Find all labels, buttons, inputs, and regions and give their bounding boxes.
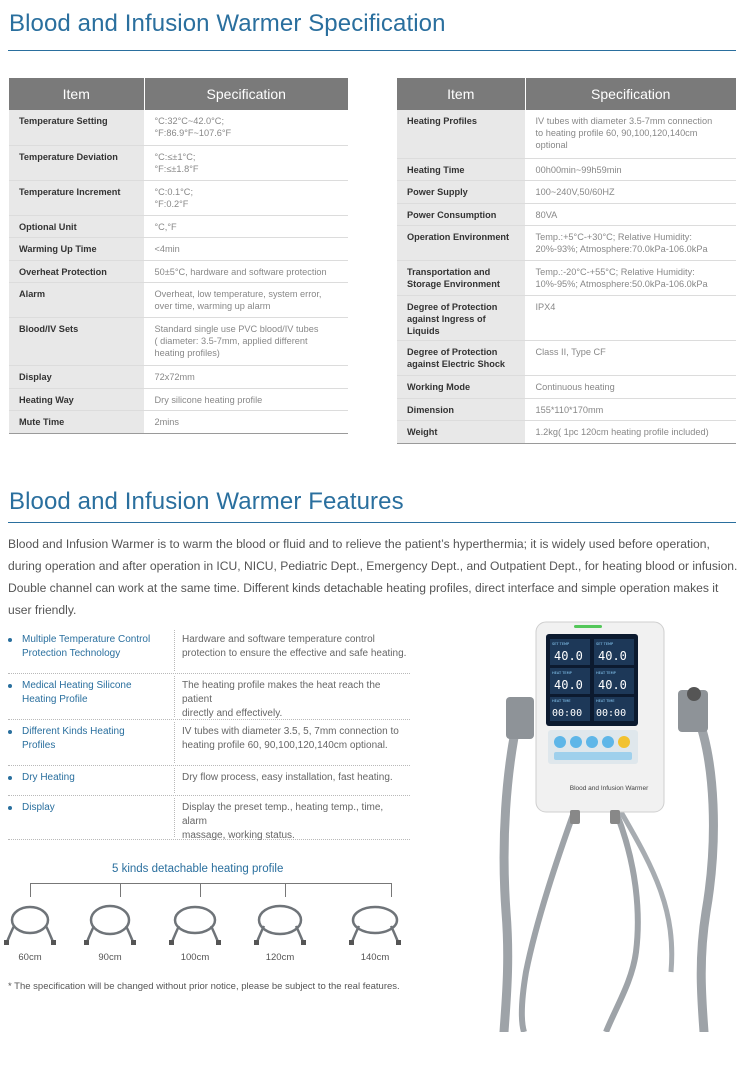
right-hose	[696, 712, 713, 1032]
spec-title-rule	[8, 50, 736, 51]
device-button[interactable]	[586, 736, 598, 748]
left-hose	[504, 717, 518, 1032]
heating-profile	[345, 900, 405, 963]
spec-value: 100~240V,50/60HZ	[525, 180, 736, 203]
spec-row	[9, 215, 348, 237]
feature-desc: Dry flow process, easy installation, fast heating.	[182, 772, 393, 783]
spec-row	[397, 420, 736, 443]
heating-profile-icon	[167, 900, 223, 946]
spec-row	[9, 410, 348, 433]
bracket-tick	[200, 883, 201, 897]
header-spec: Specification	[525, 78, 736, 110]
ch2-time-label: HEAT TIME	[596, 699, 615, 703]
heating-profile	[250, 900, 310, 963]
spec-row	[9, 282, 348, 317]
spec-value: Dry silicone heating profile	[144, 388, 348, 410]
device-brand-label: Blood and Infusion Warmer	[569, 785, 649, 792]
spec-value: 72x72mm	[144, 365, 348, 388]
feature-separator	[174, 676, 175, 717]
ch2-heat-value: 40.0	[598, 678, 627, 692]
spec-item: Heating Way	[9, 388, 144, 410]
ch1-heat-label: HEAT TEMP	[552, 671, 572, 675]
left-connector	[570, 810, 580, 824]
spec-value: Standard single use PVC blood/IV tubes ( diameter: 3.5-7mm, applied different heating profiles)	[144, 317, 348, 365]
spec-item: Temperature Increment	[9, 180, 144, 215]
spec-value: <4min	[144, 237, 348, 260]
device-button[interactable]	[602, 736, 614, 748]
spec-item: Optional Unit	[9, 215, 144, 237]
spec-value: °C:0.1°C; °F:0.2°F	[144, 180, 348, 215]
feature-name: Medical Heating Silicone Heating Profile	[8, 679, 168, 719]
spec-value: 50±5°C, hardware and software protection	[144, 260, 348, 282]
feature-desc: IV tubes with diameter 3.5, 5, 7mm connection to heating profile 60, 90,100,120,140cm optional.	[182, 726, 399, 751]
spec-row	[397, 375, 736, 398]
alarm-button[interactable]	[618, 736, 630, 748]
feature-row	[8, 766, 410, 796]
device-button[interactable]	[570, 736, 582, 748]
feature-row	[8, 674, 410, 720]
header-item: Item	[397, 78, 525, 110]
spec-item: Temperature Setting	[9, 110, 144, 145]
spec-row	[9, 237, 348, 260]
spec-table-left	[9, 78, 348, 434]
bracket-tick	[120, 883, 121, 897]
spec-value: Class II, Type CF	[525, 340, 736, 375]
heating-profile	[165, 900, 225, 963]
spec-value: 1.2kg( 1pc 120cm heating profile included)	[525, 420, 736, 443]
spec-row	[9, 145, 348, 180]
spec-item: Transportation and Storage Environment	[397, 260, 525, 295]
spec-value: 2mins	[144, 410, 348, 433]
spec-row	[397, 225, 736, 260]
feature-row	[8, 720, 410, 766]
profiles-title: 5 kinds detachable heating profile	[112, 863, 284, 875]
spec-row	[397, 295, 736, 340]
spec-item: Heating Profiles	[397, 110, 525, 158]
spec-row	[397, 110, 736, 158]
spec-item: Alarm	[9, 282, 144, 317]
header-spec: Specification	[144, 78, 348, 110]
spec-value: °C,°F	[144, 215, 348, 237]
spec-row	[9, 180, 348, 215]
spec-row	[9, 388, 348, 410]
disclaimer-note: * The specification will be changed without prior notice, please be subject to the real features.	[8, 981, 400, 992]
feature-desc: The heating profile makes the heat reach the patient directly and effectively.	[182, 680, 381, 719]
feature-separator	[174, 722, 175, 763]
spec-item: Working Mode	[397, 375, 525, 398]
spec-item: Temperature Deviation	[9, 145, 144, 180]
spec-item: Operation Environment	[397, 225, 525, 260]
feature-name: Different Kinds Heating Profiles	[8, 725, 168, 765]
spec-value: IV tubes with diameter 3.5-7mm connection to heating profile 60, 90,100,120,140cm optional	[525, 110, 736, 158]
ch1-time-value: 00:00	[552, 708, 583, 719]
spec-item: Display	[9, 365, 144, 388]
spec-value: Temp.:+5°C-+30°C; Relative Humidity: 20%-93%; Atmosphere:70.0kPa-106.0kPa	[525, 225, 736, 260]
spec-item: Power Supply	[397, 180, 525, 203]
heating-profile-icon	[82, 900, 138, 946]
spec-item: Degree of Protection against Electric Shock	[397, 340, 525, 375]
feature-row	[8, 796, 410, 840]
bracket-tick	[285, 883, 286, 897]
ch1-time-label: HEAT TIME	[552, 699, 571, 703]
ch1-heat-value: 40.0	[554, 678, 583, 692]
spec-row	[397, 158, 736, 180]
spec-value: °C:32°C~42.0°C; °F:86.9°F~107.6°F	[144, 110, 348, 145]
spec-value: 155*110*170mm	[525, 398, 736, 420]
spec-value: IPX4	[525, 295, 736, 340]
spec-item: Dimension	[397, 398, 525, 420]
spec-row	[397, 398, 736, 420]
left-clamp	[506, 697, 534, 739]
power-indicator	[574, 625, 602, 628]
spec-value: Temp.:-20°C-+55°C; Relative Humidity: 10%-95%; Atmosphere:50.0kPa-106.0kPa	[525, 260, 736, 295]
feature-desc: Display the preset temp., heating temp., time, alarm massage, working status.	[182, 802, 384, 841]
feature-separator	[174, 798, 175, 837]
feature-separator	[174, 768, 175, 793]
spec-value: °C:≤±1°C; °F:≤±1.8°F	[144, 145, 348, 180]
feature-name: Dry Heating	[8, 771, 168, 795]
features-title: Blood and Infusion Warmer Features	[9, 488, 404, 515]
extra-cable	[621, 812, 672, 972]
spec-item: Degree of Protection against Ingress of Liquids	[397, 295, 525, 340]
profiles-bracket	[30, 883, 392, 897]
heating-profile-label: 120cm	[265, 952, 295, 963]
spec-item: Mute Time	[9, 410, 144, 433]
warmer-device-illustration	[466, 612, 736, 1032]
device-button[interactable]	[554, 736, 566, 748]
spec-title: Blood and Infusion Warmer Specification	[9, 10, 446, 37]
spec-value: Overheat, low temperature, system error, over time, warming up alarm	[144, 282, 348, 317]
spec-row	[9, 317, 348, 365]
spec-item: Weight	[397, 420, 525, 443]
feature-row	[8, 628, 410, 674]
spec-item: Overheat Protection	[9, 260, 144, 282]
spec-row	[397, 180, 736, 203]
ch1-set-label: SET TEMP	[552, 642, 570, 646]
heating-profile-label: 140cm	[360, 952, 390, 963]
spec-table-right	[397, 78, 736, 444]
heating-profile-icon	[2, 900, 58, 946]
feature-name: Multiple Temperature Control Protection Technology	[8, 633, 168, 673]
header-item: Item	[9, 78, 144, 110]
spec-item: Heating Time	[397, 158, 525, 180]
spec-row	[397, 260, 736, 295]
spec-item: Warming Up Time	[9, 237, 144, 260]
heating-profile-label: 90cm	[98, 952, 122, 963]
spec-item: Blood/IV Sets	[9, 317, 144, 365]
right-connector	[610, 810, 620, 824]
heating-profile	[80, 900, 140, 963]
feature-list	[8, 628, 410, 840]
heating-profile	[0, 900, 60, 963]
feature-name: Display	[8, 801, 168, 839]
spec-value: Continuous heating	[525, 375, 736, 398]
heating-profile-label: 60cm	[18, 952, 42, 963]
spec-row	[397, 340, 736, 375]
spec-row	[9, 260, 348, 282]
heating-profile-icon	[347, 900, 403, 946]
ch2-set-value: 40.0	[598, 649, 627, 663]
heating-profile-icon	[252, 900, 308, 946]
ch2-time-value: 00:00	[596, 708, 627, 719]
spec-value: 00h00min~99h59min	[525, 158, 736, 180]
heating-profile-label: 100cm	[180, 952, 210, 963]
spec-value: 80VA	[525, 203, 736, 225]
features-title-rule	[8, 522, 736, 523]
spec-item: Power Consumption	[397, 203, 525, 225]
left-cable	[522, 812, 574, 1032]
ch2-set-label: SET TEMP	[596, 642, 614, 646]
spec-row	[9, 365, 348, 388]
right-cable	[606, 812, 638, 1032]
feature-separator	[174, 630, 175, 671]
features-intro: Blood and Infusion Warmer is to warm the blood or fluid and to relieve the patient’s hyperthermia; it is widely used before operation, during operation and after operation in ICU, NICU, Pediatric Dept., Emergency Dept., and Outpatient Dept., for heating blood or infusion. Double channel can work at the same time. Different kinds detachable heating profiles, direct interface and simple operation makes it user friendly.	[8, 537, 738, 617]
ch2-heat-label: HEAT TEMP	[596, 671, 616, 675]
ch1-set-value: 40.0	[554, 649, 583, 663]
right-knob	[687, 687, 701, 701]
spec-row	[9, 110, 348, 145]
spec-row	[397, 203, 736, 225]
feature-desc: Hardware and software temperature control protection to ensure the effective and safe heating.	[182, 634, 407, 659]
